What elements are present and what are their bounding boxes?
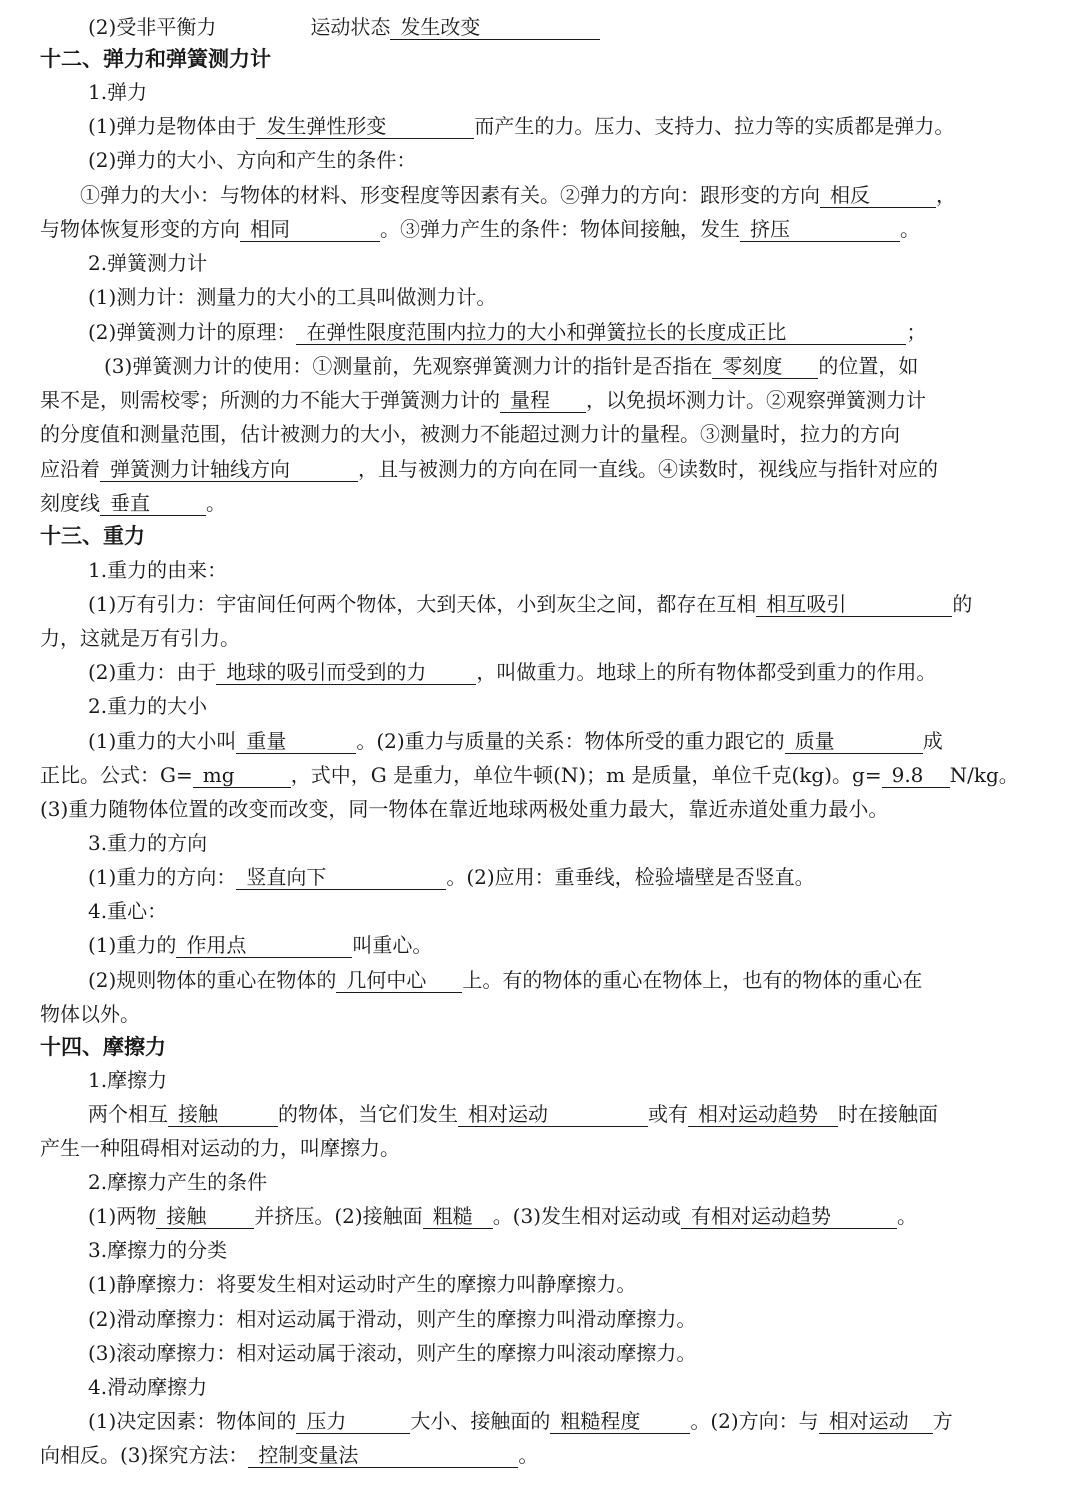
- text: (1)重力的方向：: [88, 865, 237, 889]
- text: (1)弹力是物体由于: [88, 114, 257, 138]
- text: ，: [936, 183, 956, 207]
- text: 运动状态: [310, 15, 391, 39]
- answer-blank: 控制变量法: [248, 1443, 518, 1468]
- line: (1)测力计：测量力的大小的工具叫做测力计。: [88, 285, 497, 309]
- answer-blank: 竖直向下: [236, 865, 446, 890]
- answer-blank: 相互吸引: [756, 592, 952, 617]
- text: (1)重力的: [88, 933, 177, 957]
- text: ；: [906, 320, 927, 344]
- text: (1)万有引力：宇宙间任何两个物体，大到天体，小到灰尘之间，都存在互相: [88, 592, 757, 616]
- answer-blank: 垂直: [100, 491, 206, 516]
- text: (2)重力：由于: [88, 660, 217, 684]
- text: (2)规则物体的重心在物体的: [88, 968, 337, 992]
- text: 。: [518, 1443, 539, 1467]
- line: 力，这就是万有引力。: [40, 626, 240, 650]
- text: 向相反。(3)探究方法：: [40, 1443, 249, 1467]
- text: 刻度线: [40, 491, 100, 515]
- answer-blank: 在弹性限度范围内拉力的大小和弹簧拉长的长度成正比: [296, 320, 906, 345]
- section-title-12: 十二、弹力和弹簧测力计: [40, 47, 271, 71]
- subheading: 1.弹力: [88, 80, 148, 104]
- line: [80, 180, 1040, 210]
- text: ，叫做重力。地球上的所有物体都受到重力的作用。: [476, 660, 937, 684]
- text: ①弹力的大小：与物体的材料、形变程度等因素有关。②弹力的方向：跟形变的方向: [80, 183, 820, 207]
- subheading: 2.弹簧测力计: [88, 251, 208, 275]
- line: [88, 1099, 1040, 1129]
- answer-blank: 作用点: [176, 933, 352, 958]
- text: (3)弹簧测力计的使用：①测量前，先观察弹簧测力计的指针是否指在: [104, 354, 713, 378]
- subheading: 2.重力的大小: [88, 694, 208, 718]
- answer-blank: 重量: [236, 729, 356, 754]
- answer-blank: 相同: [240, 217, 380, 242]
- text: 。(2)重力与质量的关系：物体所受的重力跟它的: [356, 729, 785, 753]
- line: 的分度值和测量范围，估计被测力的大小，被测力不能超过测力计的量程。③测量时，拉力的方向: [40, 422, 900, 446]
- text: 的位置，如: [818, 354, 919, 378]
- subheading: 2.摩擦力产生的条件: [88, 1170, 268, 1194]
- text: 。(3)发生相对运动或: [492, 1204, 682, 1228]
- answer-blank: 量程: [500, 388, 586, 413]
- line: [40, 454, 1040, 484]
- text: 或有: [648, 1102, 688, 1126]
- text: 的物体，当它们发生: [278, 1102, 458, 1126]
- text: 。: [206, 491, 226, 515]
- answer-blank: 粗糙程度: [550, 1409, 690, 1434]
- text: 方: [932, 1409, 953, 1433]
- text: 。(2)方向：与: [690, 1409, 819, 1433]
- line: (3)滚动摩擦力：相对运动属于滚动，则产生的摩擦力叫滚动摩擦力。: [88, 1341, 697, 1365]
- text: (2)受非平衡力: [88, 15, 217, 39]
- text: 。: [897, 1204, 918, 1228]
- text: 的: [952, 592, 973, 616]
- text: 正比。公式：G=: [40, 763, 193, 787]
- line: [104, 351, 1040, 381]
- answer-blank: 相对运动趋势: [688, 1102, 838, 1127]
- subheading: 4.滑动摩擦力: [88, 1375, 208, 1399]
- answer-blank: 发生弹性形变: [256, 114, 474, 139]
- line: [40, 760, 1040, 790]
- subheading: 3.摩擦力的分类: [88, 1238, 228, 1262]
- subheading: 4.重心：: [88, 899, 168, 923]
- line: (1)静摩擦力：将要发生相对运动时产生的摩擦力叫静摩擦力。: [88, 1272, 637, 1296]
- answer-blank: 弹簧测力计轴线方向: [100, 457, 358, 482]
- line: [88, 1201, 1040, 1231]
- answer-blank: 质量: [785, 729, 923, 754]
- line: [88, 862, 1040, 892]
- text: ，且与被测力的方向在同一直线。④读数时，视线应与指针对应的: [358, 457, 938, 481]
- answer-blank: 有相对运动趋势: [681, 1204, 897, 1229]
- text: 时在接触面: [838, 1102, 938, 1126]
- line: 产生一种阻碍相对运动的力，叫摩擦力。: [40, 1136, 400, 1160]
- text: 叫重心。: [352, 933, 433, 957]
- text: 。③弹力产生的条件：物体间接触，发生: [380, 217, 740, 241]
- text: ，式中，G 是重力，单位牛顿(N)；m 是质量，单位千克(kg)。g=: [290, 763, 882, 787]
- subheading: 3.重力的方向: [88, 831, 208, 855]
- answer-blank: 相对运动: [819, 1409, 933, 1434]
- line: [88, 1406, 1040, 1436]
- subheading: 1.摩擦力: [88, 1068, 168, 1092]
- answer-blank: 几何中心: [336, 968, 462, 993]
- line: [40, 488, 1040, 518]
- text: N/kg。: [949, 763, 1019, 787]
- answer-blank: 9.8: [882, 763, 950, 788]
- subheading: 1.重力的由来：: [88, 558, 228, 582]
- answer-blank: 地球的吸引而受到的力: [216, 660, 476, 685]
- text: 并挤压。(2)接触面: [254, 1204, 423, 1228]
- line: [88, 657, 1040, 687]
- answer-blank: 粗糙: [423, 1204, 493, 1229]
- line: (2)弹力的大小、方向和产生的条件：: [88, 148, 417, 172]
- line: (2)滑动摩擦力：相对运动属于滑动，则产生的摩擦力叫滑动摩擦力。: [88, 1307, 697, 1331]
- answer-blank: 相对运动: [458, 1102, 648, 1127]
- line: [88, 965, 1040, 995]
- line-unbalanced-force: [88, 12, 1040, 42]
- text: 。: [900, 217, 920, 241]
- section-title-13: 十三、重力: [40, 524, 145, 548]
- line: [88, 111, 1040, 141]
- line: [40, 1440, 1040, 1470]
- text: 两个相互: [88, 1102, 168, 1126]
- text: 果不是，则需校零；所测的力不能大于弹簧测力计的: [40, 388, 500, 412]
- line: [88, 589, 1040, 619]
- answer-blank: 零刻度: [712, 354, 818, 379]
- line: [40, 214, 1040, 244]
- text: 应沿着: [40, 457, 100, 481]
- text: (1)决定因素：物体间的: [88, 1409, 297, 1433]
- line: [88, 930, 1040, 960]
- line: (3)重力随物体位置的改变而改变，同一物体在靠近地球两极处重力最大，靠近赤道处重力最小。: [40, 797, 889, 821]
- answer-blank: mg: [193, 763, 291, 788]
- text: (1)重力的大小叫: [88, 729, 237, 753]
- text: 而产生的力。压力、支持力、拉力等的实质都是弹力。: [474, 114, 955, 138]
- line: 物体以外。: [40, 1002, 140, 1026]
- text: 与物体恢复形变的方向: [40, 217, 240, 241]
- text: ，以免损坏测力计。②观察弹簧测力计: [586, 388, 926, 412]
- line: [88, 317, 1040, 347]
- text: 成: [922, 729, 943, 753]
- text: 。(2)应用：重垂线，检验墙壁是否竖直。: [446, 865, 815, 889]
- answer-blank: 相反: [820, 183, 936, 208]
- text: (2)弹簧测力计的原理：: [88, 320, 297, 344]
- answer-blank: 压力: [296, 1409, 410, 1434]
- line: [88, 726, 1040, 756]
- line: [40, 385, 1040, 415]
- section-title-14: 十四、摩擦力: [40, 1035, 166, 1059]
- answer-blank: 接触: [156, 1204, 254, 1229]
- text: (1)两物: [88, 1204, 157, 1228]
- answer-blank: 接触: [168, 1102, 278, 1127]
- text: 上。有的物体的重心在物体上，也有的物体的重心在: [462, 968, 923, 992]
- answer-blank: 挤压: [740, 217, 900, 242]
- answer-blank: 发生改变: [390, 15, 600, 40]
- text: 大小、接触面的: [410, 1409, 551, 1433]
